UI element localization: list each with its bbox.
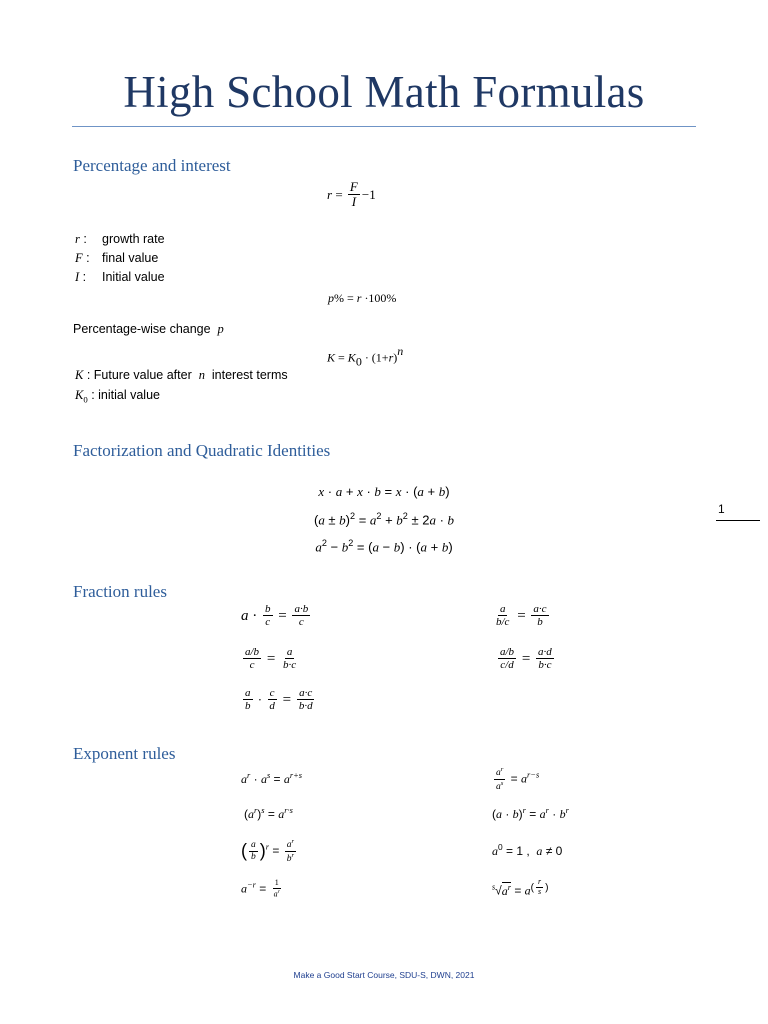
formula-percent: p% = r ·100%: [328, 291, 397, 305]
formula-fraction-multiply-whole: a · $\frac{b}{c}$ = $\frac{a\cdot b}{c}$: [241, 603, 309, 629]
definition-f: F : final value: [75, 251, 159, 265]
page-number-rule: [716, 520, 760, 521]
definition-i: I : Initial value: [75, 270, 165, 284]
title-underline: [72, 126, 696, 127]
footer-credit: Make a Good Start Course, SDU-S, DWN, 2021: [293, 970, 475, 980]
formula-fraction-multiply-fractions: $\frac{a}{b}$ · $\frac{c}{d}$ = $\frac{a\cdot c}{b\cdot d}$: [245, 687, 313, 713]
formula-compound-interest: $K = K_0 \cdot (1+r)^n$: [327, 344, 404, 369]
formula-fraction-divide-fractions: $\frac{a/b}{c/d}$ = $\frac{a\cdot d}{b\cdot c}$: [500, 646, 552, 672]
formula-exponent-quotient-power: ( $\frac{a}{b}$ )$^r$ = $\frac{a^r}{b^r}$: [241, 838, 295, 864]
definition-k0: $K_0$ : initial value: [75, 388, 160, 405]
heading-percentage: Percentage and interest: [73, 156, 231, 175]
page-title: High School Math Formulas: [123, 67, 645, 117]
definition-k: K : Future value after n interest terms: [75, 368, 288, 382]
formula-exponent-negative: $a^{-r}$ = $\frac{1}{a^r}$: [241, 878, 280, 899]
formula-exponent-zero: $a^0 = 1$ , a ≠ 0: [492, 842, 563, 858]
formula-difference-of-squares: $a^2 - b^2 = (a - b) \cdot (a + b)$: [315, 538, 453, 555]
formula-exponent-quotient: $\frac{a^r}{a^s}$ = $a^{r-s}$: [496, 766, 540, 792]
formula-exponent-root: $^s√a^r = a^{( \frac{r}{s} )}$: [492, 877, 549, 898]
formula-square-binomial: $(a \pm b)^2 = a^2 + b^2 \pm 2a \cdot b$: [313, 511, 455, 528]
formula-exponent-product-power: $(a \cdot b)^r = a^r \cdot b^r$: [492, 806, 569, 821]
formula-growth-rate: r = $\frac{F}{I}$ −1: [327, 179, 376, 210]
formula-fraction-divide-denominator: $\frac{a}{b/c}$ = $\frac{a\cdot c}{b}$: [496, 603, 547, 629]
definition-r: r : growth rate: [75, 232, 165, 246]
formula-fraction-divide-whole: $\frac{a/b}{c}$ = $\frac{a}{b\cdot c}$: [245, 646, 297, 672]
formula-exponent-power: $(a^r)^s = a^{r\cdot s}$: [244, 806, 293, 821]
heading-exponent-rules: Exponent rules: [73, 744, 176, 763]
formula-distributive: x · a + x · b = x · (a + b): [318, 484, 450, 499]
page-number: 1: [718, 502, 725, 516]
formula-exponent-product: $a^r \cdot a^s = a^{r+s}$: [241, 771, 303, 786]
heading-factorization: Factorization and Quadratic Identities: [73, 441, 331, 460]
percentage-change-label: Percentage-wise change p: [73, 322, 224, 336]
heading-fraction-rules: Fraction rules: [73, 582, 167, 601]
